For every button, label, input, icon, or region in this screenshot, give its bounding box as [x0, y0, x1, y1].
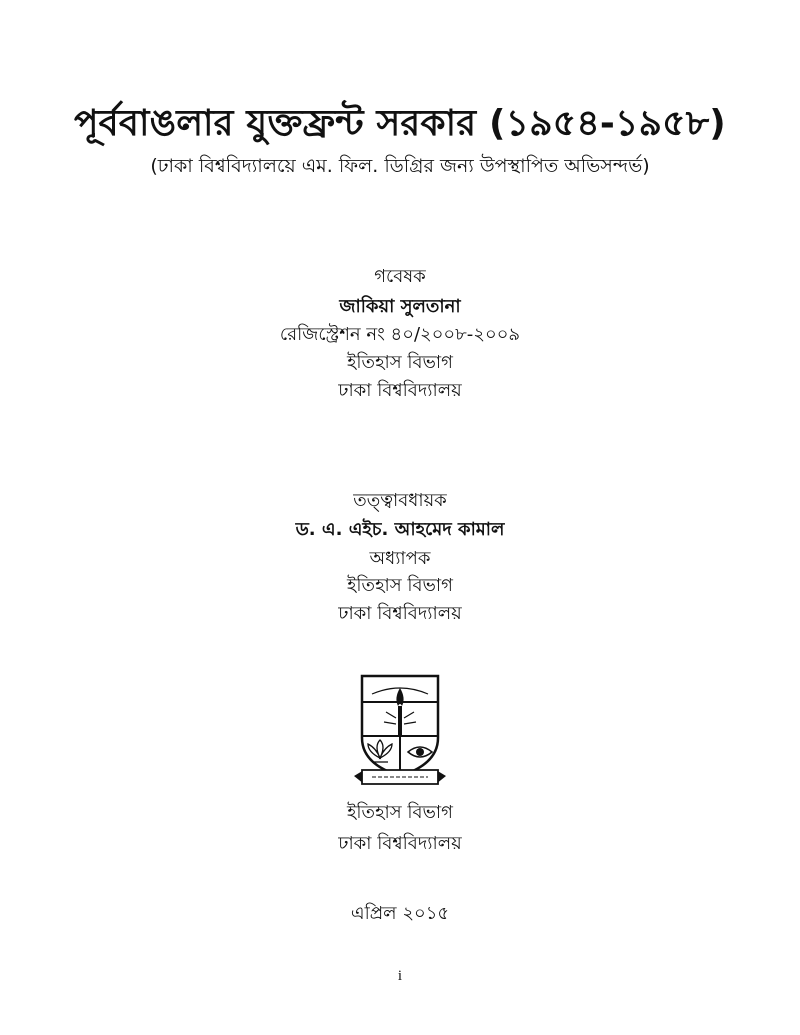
- footer-university: ঢাকা বিশ্ববিদ্যালয়: [338, 833, 462, 854]
- researcher-department: ইতিহাস বিভাগ: [347, 352, 453, 373]
- footer-department: ইতিহাস বিভাগ: [347, 802, 453, 823]
- supervisor-university: ঢাকা বিশ্ববিদ্যালয়: [338, 603, 462, 624]
- supervisor-rank: অধ্যাপক: [369, 548, 431, 569]
- page-number: i: [397, 968, 403, 984]
- supervisor-department: ইতিহাস বিভাগ: [347, 575, 453, 596]
- thesis-title: পূর্ববাঙলার যুক্তফ্রন্ট সরকার (১৯৫৪-১৯৫৮): [74, 103, 726, 144]
- thesis-subtitle: (ঢাকা বিশ্ববিদ্যালয়ে এম. ফিল. ডিগ্রির জন্য উপস্থাপিত অভিসন্দর্ভ): [150, 155, 650, 177]
- registration-number: রেজিস্ট্রেশন নং ৪০/২০০৮-২০০৯: [279, 324, 521, 345]
- supervisor-name: ড. এ. এইচ. আহমেদ কামাল: [295, 519, 505, 540]
- submission-date: এপ্রিল ২০১৫: [350, 903, 450, 924]
- researcher-label: গবেষক: [374, 266, 426, 287]
- supervisor-label: তত্ত্বাবধায়ক: [353, 490, 447, 511]
- university-seal-icon: [350, 672, 450, 790]
- researcher-university: ঢাকা বিশ্ববিদ্যালয়: [338, 380, 462, 401]
- researcher-name: জাকিয়া সুলতানা: [339, 296, 461, 317]
